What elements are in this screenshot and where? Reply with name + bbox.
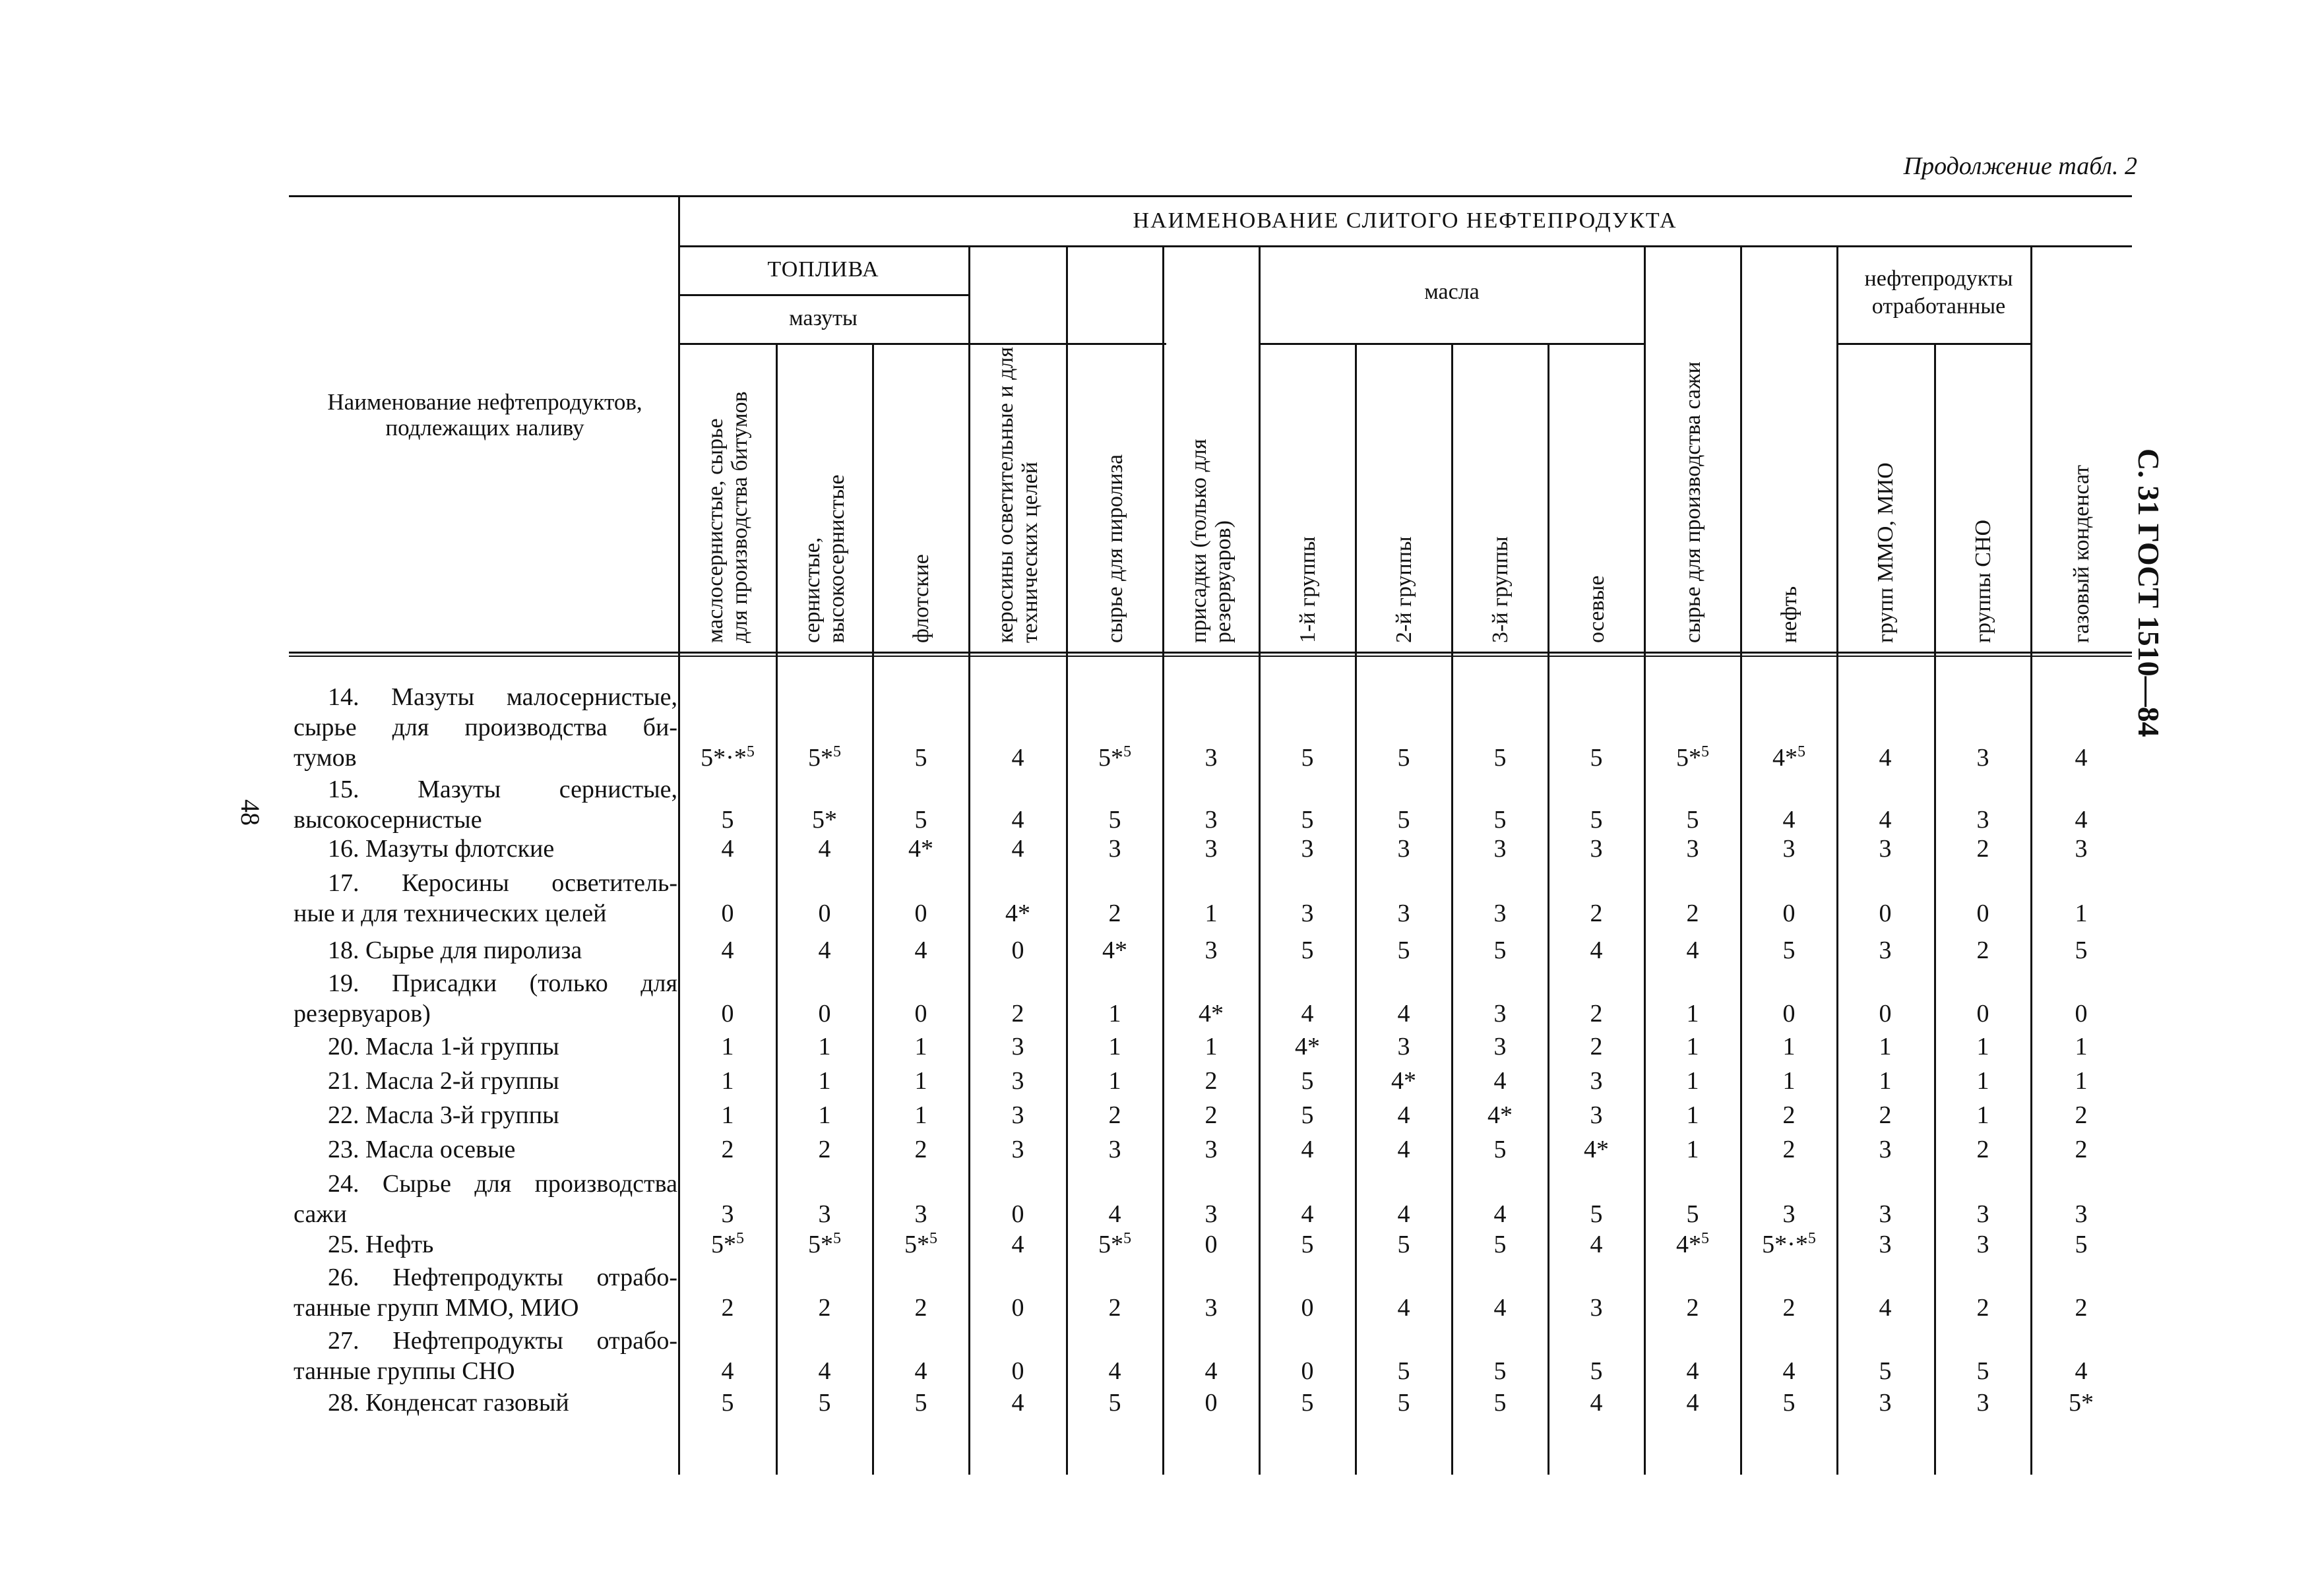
table-cell: 5: [1590, 744, 1603, 772]
table-cell: 4: [1397, 1136, 1410, 1163]
table-cell: 3: [1493, 835, 1507, 863]
table-cell: 2: [1879, 1101, 1892, 1129]
row-label-line: 15. Мазуты сернистые,: [328, 776, 677, 803]
row-label-line: 19. Присадки (только для: [328, 969, 677, 997]
column-header-line: сырье для пиролиза: [1102, 454, 1127, 643]
stub-header: Наименование нефтепродуктов, подлежащих наливу: [327, 389, 642, 441]
column-header-line: 2-й группы: [1391, 536, 1416, 643]
table-cell: 4: [1782, 1357, 1796, 1385]
row-label-line: тумов: [294, 744, 357, 772]
column-header-line: для производства битумов: [728, 391, 752, 643]
column-header-line: флотские: [908, 554, 933, 643]
table-cell: 3: [1686, 835, 1699, 863]
table-cell: 4: [1108, 1200, 1121, 1228]
table-cell: 5: [1397, 1389, 1410, 1417]
column-header-line: резервуаров): [1211, 520, 1235, 643]
table-cell: 2: [1108, 1294, 1121, 1322]
table-cell: 4*: [908, 835, 933, 863]
table-cell: 0: [2075, 1000, 2088, 1028]
table-cell: 4: [1011, 806, 1024, 834]
table-cell: 3: [1782, 1200, 1796, 1228]
table-cell: 5*: [2069, 1389, 2094, 1417]
row-label: [294, 1031, 677, 1062]
table-cell: 0: [1301, 1294, 1314, 1322]
table-cell: 4: [2075, 744, 2088, 772]
table-cell: 2: [1204, 1101, 1218, 1129]
table-cell: 5: [1493, 1389, 1507, 1417]
table-cell: 3: [1011, 1101, 1024, 1129]
table-cell: 2: [1590, 1000, 1603, 1028]
table-cell: 0: [1204, 1389, 1218, 1417]
row-label-line: 27. Нефтепродукты отрабо-: [328, 1327, 677, 1355]
group-fuels: ТОПЛИВА: [767, 257, 879, 282]
table-cell: 0: [1204, 1231, 1218, 1258]
table-cell: 1: [1782, 1067, 1796, 1095]
row-label: [294, 1134, 677, 1165]
table-cell: 5*$^5$: [808, 743, 841, 772]
table-cell: 2: [1976, 835, 1989, 863]
table-cell: 5*$^5$: [1098, 743, 1131, 772]
row-label-line: 14. Мазуты малосернистые,: [328, 683, 677, 711]
table-cell: 2: [1976, 1294, 1989, 1322]
group-oils: масла: [1424, 280, 1480, 304]
table-cell: 5: [818, 1389, 831, 1417]
table-cell: 2: [2075, 1294, 2088, 1322]
table-cell: 3: [1397, 900, 1410, 927]
table-cell: 0: [1879, 900, 1892, 927]
table-cell: 3: [1590, 1101, 1603, 1129]
table-cell: 0: [1011, 936, 1024, 964]
row-label: [294, 868, 677, 929]
table-cell: 4: [721, 1357, 734, 1385]
table-cell: 3: [1397, 835, 1410, 863]
table-cell: 3: [1204, 1200, 1218, 1228]
table-cell: 5: [721, 806, 734, 834]
table-cell: 3: [1879, 835, 1892, 863]
table-cell: 5: [1879, 1357, 1892, 1385]
table-cell: 2: [914, 1294, 927, 1322]
table-cell: 5: [1397, 1357, 1410, 1385]
table-cell: 5: [1108, 806, 1121, 834]
table-cell: 4*: [1391, 1067, 1416, 1095]
column-header-line: маслосернистые, сырье: [703, 418, 728, 643]
table-cell: 1: [1686, 1136, 1699, 1163]
table-cell: 5*$^5$: [1676, 743, 1709, 772]
table-cell: 3: [1879, 1136, 1892, 1163]
table-cell: 2: [818, 1136, 831, 1163]
table-cell: 0: [1782, 900, 1796, 927]
table-cell: 0: [1879, 1000, 1892, 1028]
table-cell: 3: [1204, 744, 1218, 772]
table-cell: 0: [1976, 900, 1989, 927]
table-cell: 3: [1493, 1000, 1507, 1028]
table-cell: 3: [1879, 936, 1892, 964]
table-cell: 1: [1108, 1033, 1121, 1060]
table-cell: 4: [1204, 1357, 1218, 1385]
table-cell: 5: [1301, 936, 1314, 964]
group-used-products: нефтепродукты отработанные: [1864, 266, 2013, 319]
table-cell: 4: [1301, 1000, 1314, 1028]
table-cell: 1: [721, 1067, 734, 1095]
table-cell: 4: [1686, 936, 1699, 964]
table-cell: 5: [1397, 806, 1410, 834]
table-cell: 5: [1301, 1231, 1314, 1258]
table-cell: 2: [1590, 900, 1603, 927]
row-label-line: 28. Конденсат газовый: [328, 1389, 569, 1417]
table-cell: 2: [721, 1136, 734, 1163]
table-cell: 1: [1686, 1101, 1699, 1129]
table-cell: 5*$^5$: [808, 1230, 841, 1258]
table-cell: 0: [1301, 1357, 1314, 1385]
table-cell: 0: [914, 900, 927, 927]
table-cell: 5: [1301, 1101, 1314, 1129]
table-cell: 1: [1976, 1033, 1989, 1060]
table-cell: 0: [1782, 1000, 1796, 1028]
table-cell: 3: [1397, 1033, 1410, 1060]
table-cell: 4: [818, 1357, 831, 1385]
table-cell: 4: [1879, 806, 1892, 834]
table-cell: 2: [1204, 1067, 1218, 1095]
row-label-line: резервуаров): [294, 1000, 431, 1028]
table-cell: 1: [1108, 1067, 1121, 1095]
table-cell: 5: [1493, 1231, 1507, 1258]
column-header-line: сырье для производства сажи: [1680, 361, 1705, 643]
table-cell: 4: [1590, 936, 1603, 964]
table-cell: 1: [1976, 1067, 1989, 1095]
table-cell: 5*$^5$: [711, 1230, 744, 1258]
table-cell: 0: [1976, 1000, 1989, 1028]
table-cell: 1: [1782, 1033, 1796, 1060]
row-label-line: 16. Мазуты флотские: [328, 835, 555, 863]
table-cell: 5: [1493, 936, 1507, 964]
table-cell: 3: [1590, 1067, 1603, 1095]
table-cell: 5: [1301, 1067, 1314, 1095]
table-cell: 3: [1204, 835, 1218, 863]
table-cell: 1: [2075, 1067, 2088, 1095]
table-cell: 4: [721, 936, 734, 964]
row-label-line: 26. Нефтепродукты отрабо-: [328, 1264, 677, 1291]
table-cell: 4*$^5$: [1772, 743, 1805, 772]
table-cell: 3: [1108, 835, 1121, 863]
table-cell: 1: [1204, 900, 1218, 927]
table-cell: 5: [1397, 744, 1410, 772]
row-label-line: 17. Керосины осветитель-: [328, 869, 677, 897]
table-cell: 5: [1397, 1231, 1410, 1258]
table-cell: 1: [1204, 1033, 1218, 1060]
table-cell: 0: [818, 900, 831, 927]
table-cell: 2: [1108, 1101, 1121, 1129]
table-cell: 3: [1782, 835, 1796, 863]
table-cell: 4: [1879, 744, 1892, 772]
table-cell: 3: [1493, 900, 1507, 927]
table-cell: 3: [1204, 936, 1218, 964]
table-cell: 1: [914, 1067, 927, 1095]
table-cell: 4*: [1005, 900, 1030, 927]
table-cell: 4: [1108, 1357, 1121, 1385]
table-cell: 1: [721, 1101, 734, 1129]
table-cell: 0: [1011, 1294, 1024, 1322]
table-cell: 4*: [1102, 936, 1127, 964]
table-cell: 4: [1879, 1294, 1892, 1322]
table-cell: 1: [1686, 1000, 1699, 1028]
table-cell: 2: [1686, 900, 1699, 927]
table-cell: 4*: [1295, 1033, 1320, 1060]
row-label-line: танные групп ММО, МИО: [294, 1294, 579, 1322]
table-cell: 3: [721, 1200, 734, 1228]
table-cell: 4: [1686, 1389, 1699, 1417]
table-cell: 2: [1782, 1136, 1796, 1163]
table-cell: 3: [1493, 1033, 1507, 1060]
table-cell: 4: [1301, 1136, 1314, 1163]
table-cell: 2: [1686, 1294, 1699, 1322]
row-label: [294, 1100, 677, 1130]
column-header-line: присадки (только для: [1187, 439, 1211, 643]
row-label: [294, 935, 677, 966]
table-cell: 3: [914, 1200, 927, 1228]
table-cell: 1: [1976, 1101, 1989, 1129]
table-cell: 5: [1493, 1357, 1507, 1385]
table-cell: 4: [1590, 1231, 1603, 1258]
table-cell: 5: [914, 1389, 927, 1417]
table-cell: 1: [2075, 900, 2088, 927]
table-cell: 5: [914, 806, 927, 834]
table-cell: 4: [1011, 835, 1024, 863]
table-cell: 4: [721, 835, 734, 863]
table-cell: 2: [1976, 1136, 1989, 1163]
row-label-line: 25. Нефть: [328, 1231, 434, 1258]
row-label-line: 18. Сырье для пиролиза: [328, 936, 582, 964]
table-cell: 1: [1879, 1033, 1892, 1060]
table-cell: 5: [1301, 744, 1314, 772]
row-label: [294, 1262, 677, 1323]
table-cell: 0: [721, 900, 734, 927]
table-cell: 1: [1108, 1000, 1121, 1028]
table-cell: 4: [1011, 1389, 1024, 1417]
column-header-line: сернистые,: [800, 537, 825, 643]
table-cell: 0: [721, 1000, 734, 1028]
table-cell: 2: [2075, 1136, 2088, 1163]
table-cell: 0: [818, 1000, 831, 1028]
row-label-line: 21. Масла 2-й группы: [328, 1067, 559, 1095]
table-cell: 4: [818, 936, 831, 964]
table-cell: 4*$^5$: [1676, 1230, 1709, 1258]
table-cell: 4: [1397, 1101, 1410, 1129]
table-cell: 4: [1397, 1200, 1410, 1228]
table-cell: 3: [1301, 835, 1314, 863]
table-cell: 4: [1686, 1357, 1699, 1385]
subgroup-mazuty: мазуты: [789, 306, 858, 330]
table-cell: 3: [1976, 1200, 1989, 1228]
table-cell: 4: [914, 936, 927, 964]
row-label-line: 22. Масла 3-й группы: [328, 1101, 559, 1129]
table-cell: 4: [1493, 1294, 1507, 1322]
table-cell: 2: [1782, 1294, 1796, 1322]
table-cell: 3: [1204, 1136, 1218, 1163]
table-cell: 5: [1397, 936, 1410, 964]
row-label-line: 23. Масла осевые: [328, 1136, 516, 1163]
table-cell: 5: [1301, 806, 1314, 834]
table-caption: Продолжение табл. 2: [1903, 152, 2137, 180]
top-header: НАИМЕНОВАНИЕ СЛИТОГО НЕФТЕПРОДУКТА: [1133, 208, 1677, 233]
table-cell: 5: [1108, 1389, 1121, 1417]
table-cell: 5: [1590, 806, 1603, 834]
column-header-line: технических целей: [1018, 462, 1042, 643]
table-cell: 4: [1397, 1000, 1410, 1028]
table-cell: 4: [818, 835, 831, 863]
column-header-line: 3-й группы: [1487, 536, 1513, 643]
table-cell: 1: [818, 1033, 831, 1060]
table-cell: 5: [1782, 936, 1796, 964]
table-cell: 3: [2075, 1200, 2088, 1228]
row-label: [294, 1169, 677, 1229]
table-cell: 2: [1590, 1033, 1603, 1060]
table-cell: 5*$^5$: [904, 1230, 937, 1258]
column-header-line: керосины осветительные и для: [993, 346, 1018, 643]
column-header-line: газовый конденсат: [2069, 464, 2094, 643]
table-cell: 5: [2075, 936, 2088, 964]
table-cell: 2: [914, 1136, 927, 1163]
table-cell: 2: [1782, 1101, 1796, 1129]
table-cell: 5: [1590, 1357, 1603, 1385]
table-cell: 1: [1686, 1067, 1699, 1095]
table-cell: 3: [1976, 1389, 1989, 1417]
table-cell: 1: [818, 1101, 831, 1129]
table-cell: 4: [1493, 1200, 1507, 1228]
column-header-line: нефть: [1776, 586, 1801, 643]
row-label-line: сажи: [294, 1200, 347, 1228]
table-cell: 4: [1397, 1294, 1410, 1322]
row-label: [294, 774, 677, 835]
table-cell: 3: [1204, 1294, 1218, 1322]
table-cell: 3: [1011, 1136, 1024, 1163]
table-cell: 3: [1590, 835, 1603, 863]
table-cell: 5*·*$^5$: [701, 743, 755, 772]
table-cell: 4: [1301, 1200, 1314, 1228]
table-cell: 3: [1976, 1231, 1989, 1258]
table-cell: 3: [1301, 900, 1314, 927]
row-label: [294, 1326, 677, 1386]
table-cell: 5: [1301, 1389, 1314, 1417]
table-cell: 4*: [1584, 1136, 1609, 1163]
table-cell: 5: [2075, 1231, 2088, 1258]
table-cell: 5: [1686, 1200, 1699, 1228]
table-cell: 5: [1493, 1136, 1507, 1163]
table-cell: 3: [1879, 1200, 1892, 1228]
table-cell: 3: [1011, 1033, 1024, 1060]
table-cell: 1: [818, 1067, 831, 1095]
row-label: [294, 1388, 677, 1418]
row-label-line: 20. Масла 1-й группы: [328, 1033, 559, 1060]
table-cell: 3: [1976, 806, 1989, 834]
table-cell: 4: [914, 1357, 927, 1385]
table-cell: 1: [914, 1033, 927, 1060]
row-label-line: сырье для производства би-: [294, 714, 677, 741]
row-label-line: 24. Сырье для производства: [328, 1170, 677, 1198]
table-cell: 4: [1011, 1231, 1024, 1258]
table-cell: 2: [2075, 1101, 2088, 1129]
table-cell: 4: [1782, 806, 1796, 834]
column-header-line: групп ММО, МИО: [1873, 462, 1898, 643]
table-cell: 3: [1204, 806, 1218, 834]
row-label: [294, 1066, 677, 1096]
table-cell: 1: [1879, 1067, 1892, 1095]
table-cell: 5: [721, 1389, 734, 1417]
table-cell: 4*: [1487, 1101, 1513, 1129]
table-cell: 3: [1879, 1389, 1892, 1417]
table-cell: 5*·*$^5$: [1762, 1230, 1816, 1258]
table-cell: 3: [1879, 1231, 1892, 1258]
table-cell: 5: [1782, 1389, 1796, 1417]
row-label-line: танные группы СНО: [294, 1357, 515, 1385]
table-cell: 0: [1011, 1357, 1024, 1385]
row-label: [294, 682, 677, 773]
table-cell: 1: [2075, 1033, 2088, 1060]
table-cell: 5: [1686, 806, 1699, 834]
column-header-line: осевые: [1584, 575, 1609, 643]
column-header-line: группы СНО: [1970, 519, 1995, 643]
table-cell: 4*: [1199, 1000, 1224, 1028]
table-cell: 4: [2075, 1357, 2088, 1385]
table-cell: 3: [818, 1200, 831, 1228]
table-cell: 5*: [812, 806, 837, 834]
column-header-line: 1-й группы: [1295, 536, 1320, 643]
table-cell: 5: [1590, 1200, 1603, 1228]
table-cell: 3: [1976, 744, 1989, 772]
table-cell: 2: [1011, 1000, 1024, 1028]
table-cell: 2: [1108, 900, 1121, 927]
table-cell: 0: [914, 1000, 927, 1028]
table-cell: 3: [2075, 835, 2088, 863]
table-cell: 1: [914, 1101, 927, 1129]
table-cell: 3: [1590, 1294, 1603, 1322]
table-cell: 5: [1976, 1357, 1989, 1385]
table-cell: 4: [1011, 744, 1024, 772]
table-cell: 4: [1493, 1067, 1507, 1095]
table-cell: 1: [1686, 1033, 1699, 1060]
table-cell: 4: [2075, 806, 2088, 834]
row-label-line: ные и для технических целей: [294, 900, 607, 927]
table-cell: 3: [1011, 1067, 1024, 1095]
row-label-line: высокосернистые: [294, 806, 482, 834]
table-cell: 5: [914, 744, 927, 772]
table-cell: 5*$^5$: [1098, 1230, 1131, 1258]
table-cell: 2: [818, 1294, 831, 1322]
table-cell: 4: [1590, 1389, 1603, 1417]
table-cell: 5: [1493, 806, 1507, 834]
row-label: [294, 968, 677, 1029]
table-cell: 1: [721, 1033, 734, 1060]
table-cell: 3: [1108, 1136, 1121, 1163]
row-label: [294, 834, 677, 864]
table-cell: 2: [721, 1294, 734, 1322]
table-cell: 5: [1493, 744, 1507, 772]
row-label: [294, 1229, 677, 1260]
table-cell: 0: [1011, 1200, 1024, 1228]
column-header-line: высокосернистые: [825, 474, 849, 643]
table-cell: 2: [1976, 936, 1989, 964]
